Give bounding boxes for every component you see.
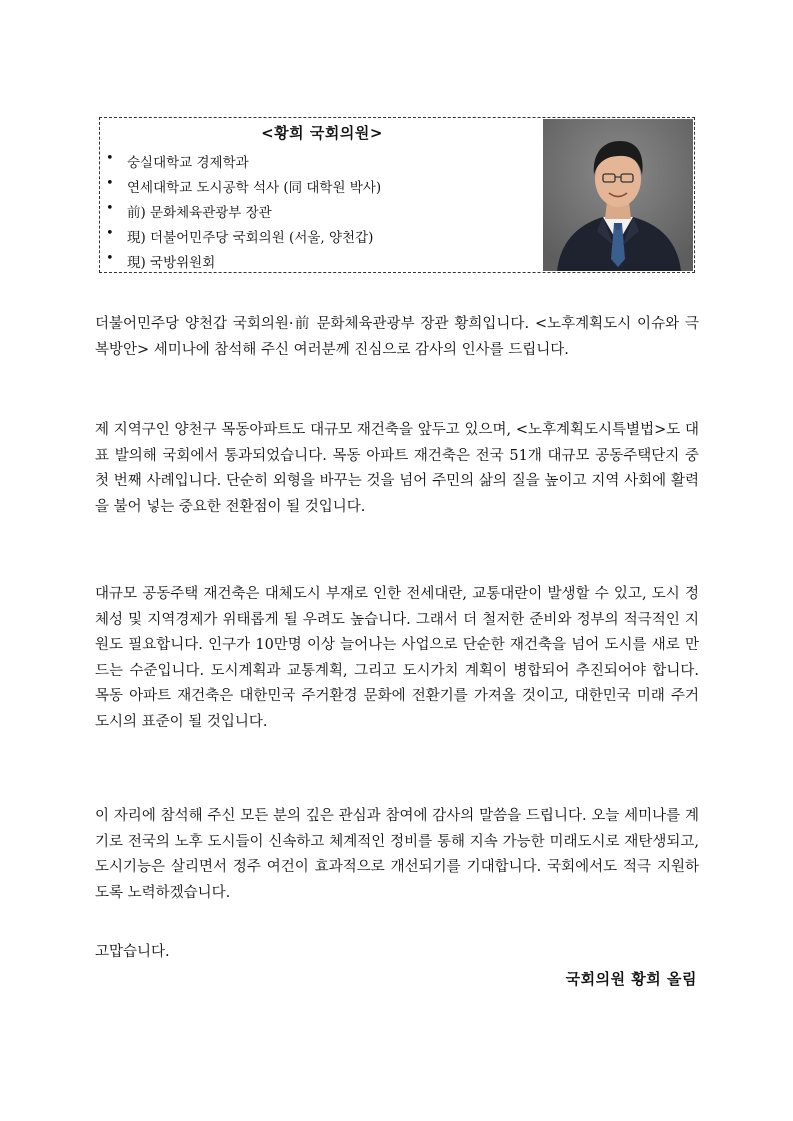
district-paragraph: 제 지역구인 양천구 목동아파트도 대규모 재건축을 앞두고 있으며, <노후계획도시특별법>도 대표 발의해 국회에서 통과되었습니다. 목동 아파트 재건축은 전국 51개 대규모 공동주택단지 중 첫 번째 사례입니다. 단순히 외형을 바꾸는 것을 넘어 주민의 삶의 질을 높이고 지역 사회에 활력을 불어 넣는 중요한 전환점이 될 것입니다.	[95, 422, 699, 515]
signature: 국회의원 황희 올림	[565, 970, 697, 988]
portrait-photo	[543, 119, 693, 271]
career-label: 現) 국방위원회	[127, 255, 216, 271]
profile-text	[100, 118, 544, 272]
bullet-icon: •	[106, 251, 114, 266]
gratitude-paragraph: 이 자리에 참석해 주신 모든 분의 깊은 관심과 참여에 감사의 말씀을 드립니다. 오늘 세미나를 계기로 전국의 노후 도시들이 신속하고 체계적인 정비를 통해 지속 가능한 미래도시로 재탄생되고, 도시기능은 살리면서 정주 여건이 효과적으로 개선되기를 기대합니다. 국회에서도 적극 지원하도록 노력하겠습니다.	[95, 808, 699, 901]
bullet-icon: •	[106, 201, 114, 216]
bullet-icon: •	[106, 151, 114, 166]
closing-text: 고맙습니다.	[95, 944, 170, 960]
bullet-icon: •	[106, 226, 114, 241]
career-label: 前) 문화체육관광부 장관	[127, 205, 272, 221]
reconstruction-paragraph: 대규모 공동주택 재건축은 대체도시 부재로 인한 전세대란, 교통대란이 발생할 수 있고, 도시 정체성 및 지역경제가 위태롭게 될 우려도 높습니다. 그래서 더 철저한 준비와 정부의 적극적인 지원도 필요합니다. 인구가 10만명 이상 늘어나는 사업으로 단순한 재건축을 넘어 도시를 새로 만드는 수준입니다. 도시계획과 교통계획, 그리고 도시가치 계획이 병합되어 추진되어야 합니다. 목동 아파트 재건축은 대한민국 주거환경 문화에 전환기를 가져올 것이고, 대한민국 미래 주거 도시의 표준이 될 것입니다.	[95, 586, 699, 730]
portrait-illustration	[543, 119, 693, 271]
bullet-icon: •	[106, 176, 114, 191]
profile-box	[99, 117, 695, 273]
profile-title: <황희 국회의원>	[261, 124, 383, 142]
career-label: 現) 더불어민주당 국회의원 (서울, 양천갑)	[127, 230, 374, 246]
career-label: 연세대학교 도시공학 석사 (同 대학원 박사)	[127, 180, 382, 196]
career-label: 숭실대학교 경제학과	[127, 155, 249, 171]
greeting-paragraph: 더불어민주당 양천갑 국회의원·前 문화체육관광부 장관 황희입니다. <노후계획도시 이슈와 극복방안> 세미나에 참석해 주신 여러분께 진심으로 감사의 인사를 드립니다.	[95, 316, 699, 358]
